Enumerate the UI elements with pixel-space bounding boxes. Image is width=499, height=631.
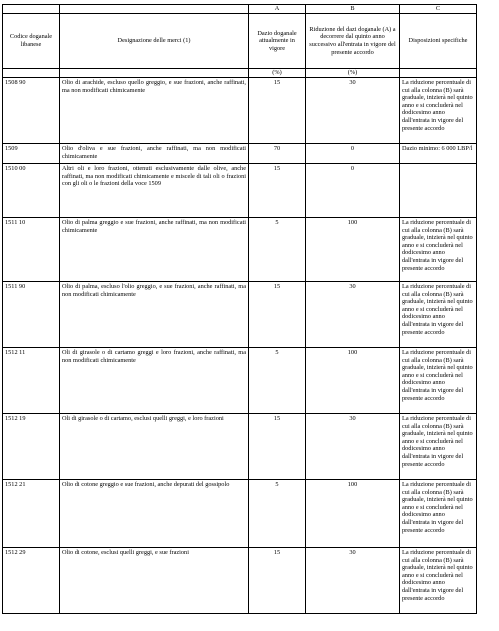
row-duty: 15 xyxy=(249,78,306,144)
units-row xyxy=(3,69,477,78)
row-duty: 5 xyxy=(249,480,306,548)
header-code: Codice doganale libanese xyxy=(3,14,60,69)
row-duty: 15 xyxy=(249,548,306,614)
row-provisions: La riduzione percentuale di cui alla colonna (B) sarà graduale, inizierà nel quinto anno e si concluderà nel dodicesimo anno dall'entrata in vigore del presente accordo xyxy=(400,348,477,414)
unit-duty: (%) xyxy=(249,69,306,78)
row-provisions: La riduzione percentuale di cui alla colonna (B) sarà graduale, inizierà nel quinto anno e si concluderà nel dodicesimo anno dall'entrata in vigore del presente accordo xyxy=(400,414,477,480)
table-row xyxy=(3,282,477,348)
row-reduction: 30 xyxy=(306,282,400,348)
row-duty: 15 xyxy=(249,164,306,218)
row-code: 1510 00 xyxy=(3,164,60,218)
unit-reduction: (%) xyxy=(306,69,400,78)
column-letter-description xyxy=(60,5,249,14)
unit-provisions xyxy=(400,69,477,78)
row-provisions: La riduzione percentuale di cui alla colonna (B) sarà graduale, inizierà nel quinto anno e si concluderà nel dodicesimo anno dall'entrata in vigore del presente accordo xyxy=(400,480,477,548)
row-code: 1508 90 xyxy=(3,78,60,144)
row-provisions xyxy=(400,164,477,218)
row-reduction: 100 xyxy=(306,348,400,414)
row-description: Altri oli e loro frazioni, ottenuti esclusivamente dalle olive, anche raffinati, ma non modificati chimicamente e miscele di tali oli o frazioni con gli oli o le frazioni della voce 1509 xyxy=(60,164,249,218)
table-row xyxy=(3,78,477,144)
row-code: 1511 90 xyxy=(3,282,60,348)
row-code: 1512 11 xyxy=(3,348,60,414)
row-provisions: La riduzione percentuale di cui alla colonna (B) sarà graduale, inizierà nel quinto anno e si concluderà nel dodicesimo anno dall'entrata in vigore del presente accordo xyxy=(400,78,477,144)
column-letter-a: A xyxy=(249,5,306,14)
header-description: Designazione delle merci (1) xyxy=(60,14,249,69)
row-provisions: La riduzione percentuale di cui alla colonna (B) sarà graduale, inizierà nel quinto anno e si concluderà nel dodicesimo anno dall'entrata in vigore del presente accordo xyxy=(400,548,477,614)
column-letter-code xyxy=(3,5,60,14)
row-code: 1512 19 xyxy=(3,414,60,480)
header-duty: Dazio doganale attualmente in vigore xyxy=(249,14,306,69)
table-row xyxy=(3,218,477,282)
unit-description xyxy=(60,69,249,78)
row-provisions: La riduzione percentuale di cui alla colonna (B) sarà graduale, inizierà nel quinto anno e si concluderà nel dodicesimo anno dall'entrata in vigore del presente accordo xyxy=(400,218,477,282)
column-letter-b: B xyxy=(306,5,400,14)
row-code: 1512 21 xyxy=(3,480,60,548)
header-reduction: Riduzione del dazi doganale (A) a decorrere dal quinto anno successivo all'entrata in vigore del presente accordo xyxy=(306,14,400,69)
table-row xyxy=(3,414,477,480)
row-description: Olio di cotone greggio e sue frazioni, anche depurati del gossipolo xyxy=(60,480,249,548)
header-provisions: Disposizioni specifiche xyxy=(400,14,477,69)
column-letter-c: C xyxy=(400,5,477,14)
row-reduction: 100 xyxy=(306,480,400,548)
row-description: Oli di girasole o di cartamo greggi e loro frazioni, anche raffinati, ma non modificati chimicamente xyxy=(60,348,249,414)
row-duty: 5 xyxy=(249,348,306,414)
row-duty: 5 xyxy=(249,218,306,282)
table-row xyxy=(3,348,477,414)
row-code: 1512 29 xyxy=(3,548,60,614)
row-duty: 15 xyxy=(249,282,306,348)
row-description: Olio di arachide, escluso quello greggio, e sue frazioni, anche raffinati, ma non modificati chimicamente xyxy=(60,78,249,144)
row-reduction: 30 xyxy=(306,548,400,614)
row-description: Olio di palma greggio e sue frazioni, anche raffinati, ma non modificati chimicamente xyxy=(60,218,249,282)
unit-code xyxy=(3,69,60,78)
row-description: Olio d'oliva e sue frazioni, anche raffinati, ma non modificati chimicamente xyxy=(60,144,249,164)
row-reduction: 0 xyxy=(306,164,400,218)
table-row xyxy=(3,548,477,614)
row-reduction: 30 xyxy=(306,78,400,144)
row-duty: 15 xyxy=(249,414,306,480)
row-provisions: La riduzione percentuale di cui alla colonna (B) sarà graduale, inizierà nel quinto anno e si concluderà nel dodicesimo anno dall'entrata in vigore del presente accordo xyxy=(400,282,477,348)
row-provisions: Dazio minimo: 6 000 LBP/l xyxy=(400,144,477,164)
row-description: Oli di girasole o di cartamo, esclusi quelli greggi, e loro frazioni xyxy=(60,414,249,480)
row-duty: 70 xyxy=(249,144,306,164)
row-reduction: 100 xyxy=(306,218,400,282)
table-row xyxy=(3,164,477,218)
tariff-table xyxy=(2,4,477,614)
row-reduction: 30 xyxy=(306,414,400,480)
row-reduction: 0 xyxy=(306,144,400,164)
table-row xyxy=(3,480,477,548)
table-row xyxy=(3,144,477,164)
row-description: Olio di palma, escluso l'olio greggio, e sue frazioni, anche raffinati, ma non modificati chimicamente xyxy=(60,282,249,348)
column-header-row xyxy=(3,14,477,69)
row-code: 1511 10 xyxy=(3,218,60,282)
row-description: Olio di cotone, esclusi quelli greggi, e sue frazioni xyxy=(60,548,249,614)
column-letter-row xyxy=(3,5,477,14)
row-code: 1509 xyxy=(3,144,60,164)
tariff-rows xyxy=(3,78,477,614)
